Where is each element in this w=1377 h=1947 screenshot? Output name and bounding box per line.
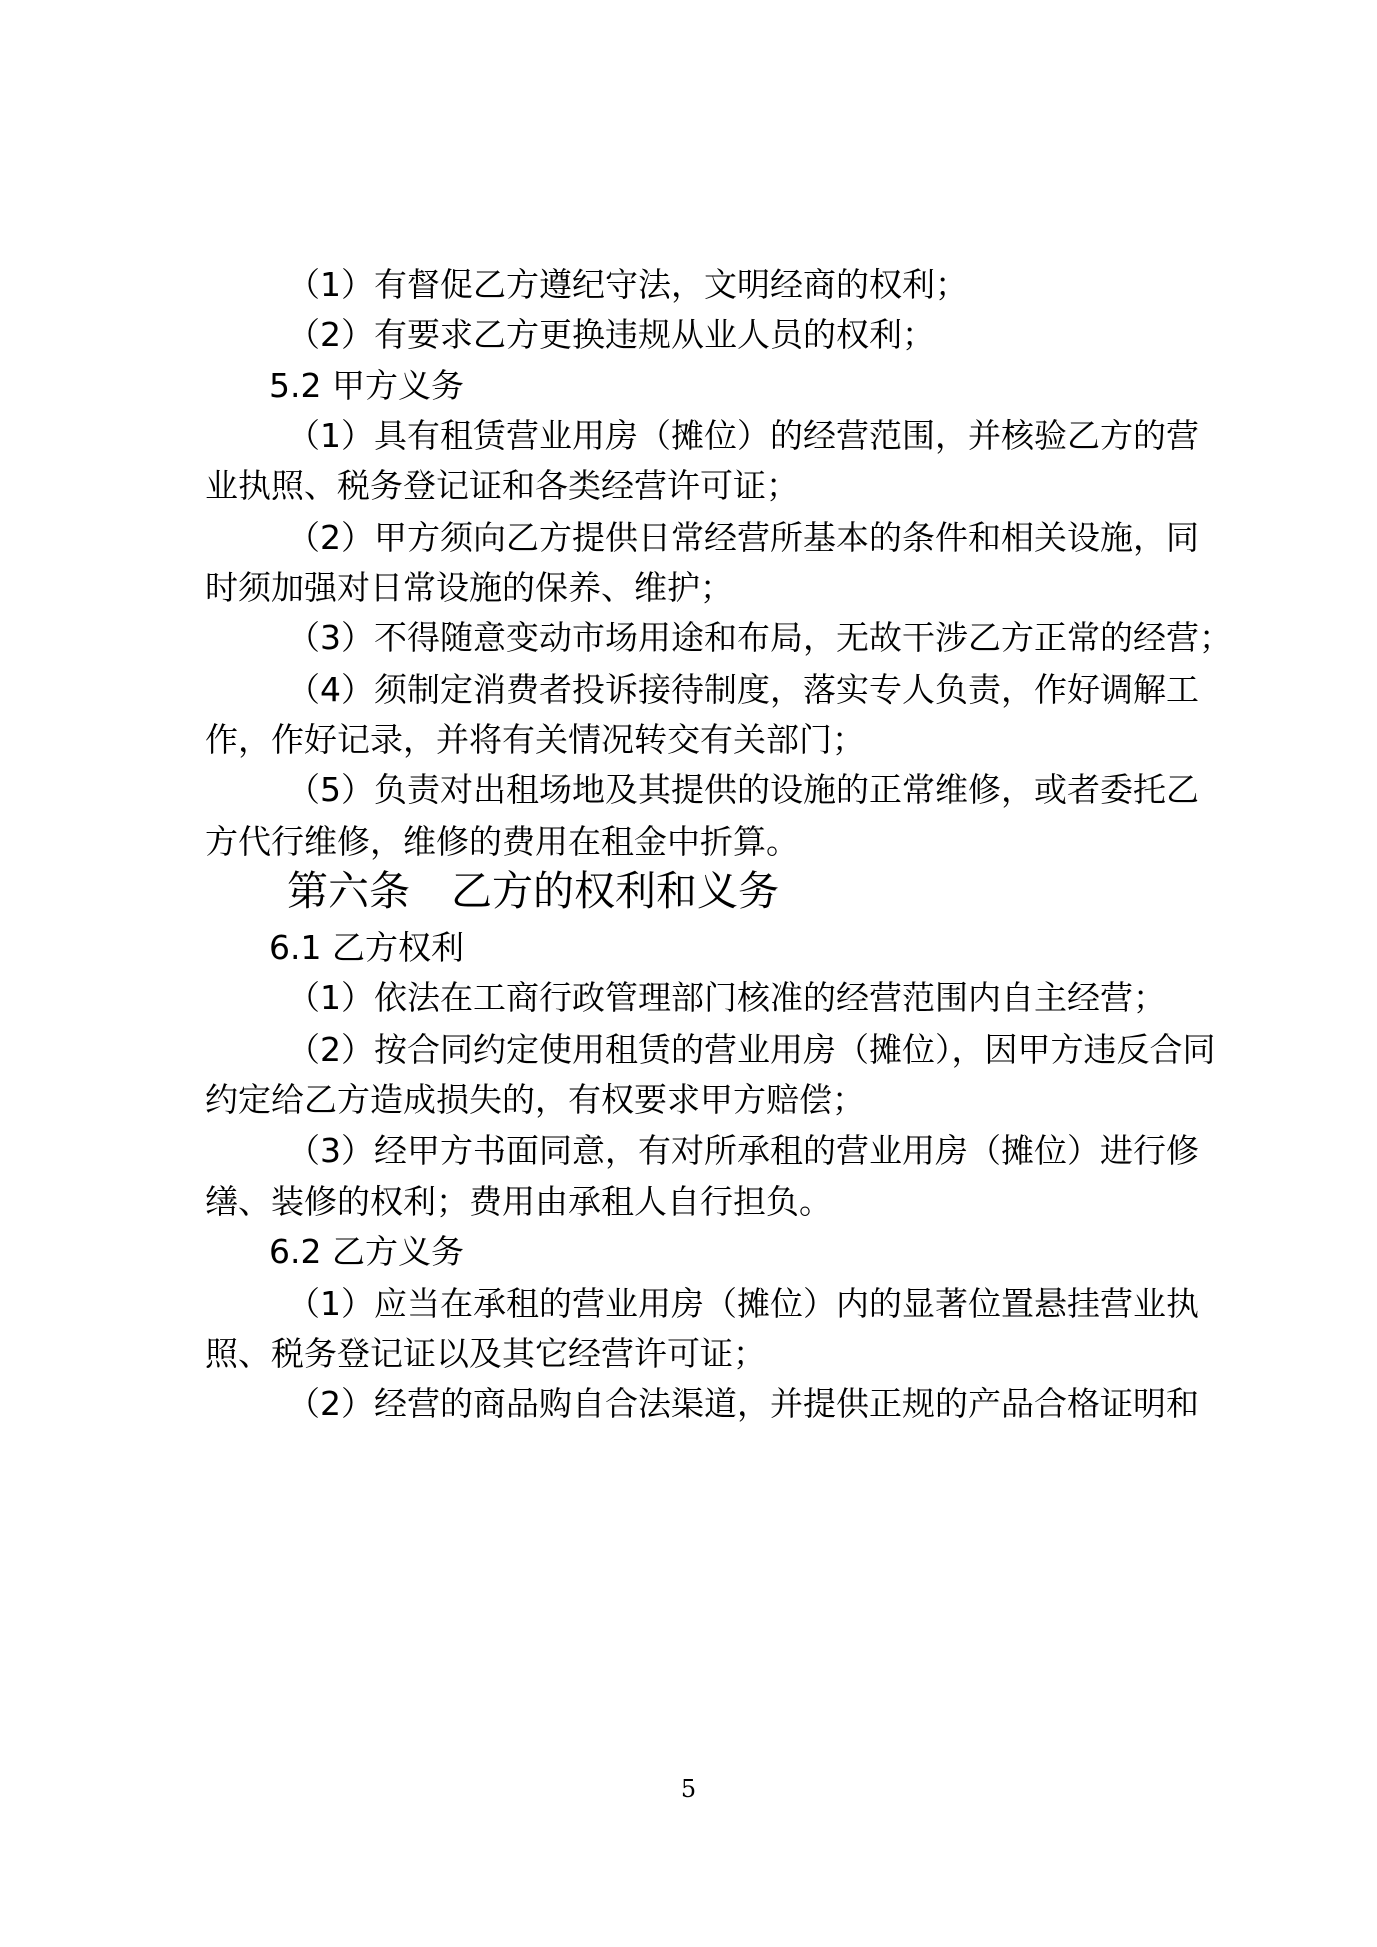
paragraph-line: 缮、装修的权利；费用由承租人自行担负。: [205, 1182, 832, 1221]
paragraph-line: （2）经营的商品购自合法渠道，并提供正规的产品合格证明和: [287, 1384, 1199, 1423]
paragraph-line: 照、税务登记证以及其它经营许可证；: [205, 1334, 766, 1373]
paragraph-line: （2）有要求乙方更换违规从业人员的权利；: [287, 315, 935, 354]
section-heading-5-2: 5.2 甲方义务: [269, 366, 464, 405]
section-heading-6-1: 6.1 乙方权利: [269, 928, 464, 967]
paragraph-line: 方代行维修，维修的费用在租金中折算。: [205, 822, 799, 861]
paragraph-line: 作，作好记录，并将有关情况转交有关部门；: [205, 720, 865, 759]
paragraph-line: （3）经甲方书面同意，有对所承租的营业用房（摊位）进行修: [287, 1131, 1199, 1170]
paragraph-line: （5）负责对出租场地及其提供的设施的正常维修，或者委托乙: [287, 770, 1199, 809]
paragraph-line: （3）不得随意变动市场用途和布局，无故干涉乙方正常的经营；: [287, 618, 1232, 657]
section-heading-6-2: 6.2 乙方义务: [269, 1232, 464, 1271]
paragraph-line: （1）具有租赁营业用房（摊位）的经营范围，并核验乙方的营: [287, 416, 1199, 455]
paragraph-line: （1）依法在工商行政管理部门核准的经营范围内自主经营；: [287, 978, 1166, 1017]
paragraph-line: 业执照、税务登记证和各类经营许可证；: [205, 466, 799, 505]
paragraph-line: （2）甲方须向乙方提供日常经营所基本的条件和相关设施，同: [287, 518, 1199, 557]
paragraph-line: （4）须制定消费者投诉接待制度，落实专人负责，作好调解工: [287, 670, 1199, 709]
page-number: 5: [680, 1775, 697, 1803]
paragraph-line: 约定给乙方造成损失的，有权要求甲方赔偿；: [205, 1080, 865, 1119]
paragraph-line: 时须加强对日常设施的保养、维护；: [205, 568, 733, 607]
paragraph-line: （1）应当在承租的营业用房（摊位）内的显著位置悬挂营业执: [287, 1284, 1199, 1323]
paragraph-line: （2）按合同约定使用租赁的营业用房（摊位），因甲方违反合同: [287, 1030, 1216, 1069]
article-heading: 第六条 乙方的权利和义务: [287, 867, 779, 915]
paragraph-line: （1）有督促乙方遵纪守法，文明经商的权利；: [287, 265, 968, 304]
